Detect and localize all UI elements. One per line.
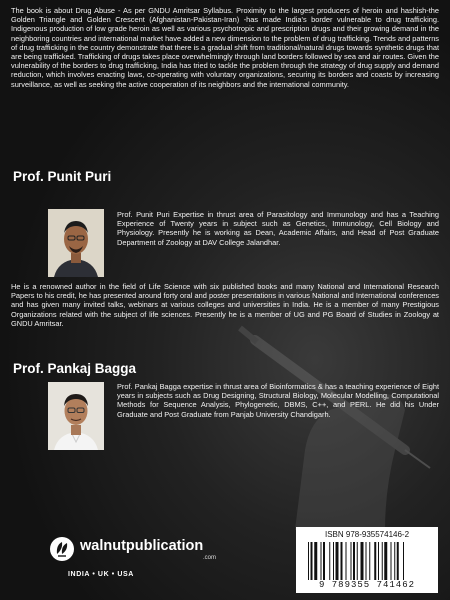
- barcode-stripe: [346, 542, 347, 580]
- barcode-stripe: [382, 542, 383, 580]
- barcode-stripe: [351, 542, 352, 580]
- barcode-stripe: [394, 542, 395, 580]
- publisher-domain-suffix: .com: [203, 555, 217, 561]
- barcode-stripe: [378, 542, 379, 580]
- barcode-stripe: [353, 542, 355, 580]
- walnut-leaf-icon: [50, 537, 74, 561]
- author1-bio-intro: Prof. Punit Puri Expertise in thrust area of Parasitology and Immunology and has a Teaching Experience of Twenty years in subject such as Genetics, Immunology, Cell Biology and Physiology. Presently he is working as Dean, Academic Affairs, and Head of Post Graduate Department of Zoology at DAV College Jalandhar.: [117, 210, 439, 247]
- author1-name: Prof. Punit Puri: [13, 169, 112, 184]
- barcode-stripe: [321, 542, 322, 580]
- author1-bio-details: He is a renowned author in the field of Life Science with six published books and many National and International Research Papers to his credit, he has presented around forty oral and poster presentations in various National and International conferences and has given many invited talks, webinars at various colleges and universities in India. He is a member of many Prestigious Organizations related with the subject of life sciences. Presently he is a member of UG and PG Board of Studies in Zoology at GNDU Amritsar.: [11, 282, 439, 328]
- barcode-stripe: [384, 542, 387, 580]
- barcode-stripe: [366, 542, 367, 580]
- barcode-stripe: [336, 542, 339, 580]
- author2-photo: [48, 382, 104, 450]
- barcode-bars: [306, 542, 430, 580]
- publisher-countries: INDIA • UK • USA: [68, 571, 134, 578]
- barcode-digits: 9 789355 741462: [318, 580, 415, 590]
- author1-photo: [48, 209, 104, 277]
- barcode-stripe: [311, 542, 313, 580]
- author2-name: Prof. Pankaj Bagga: [13, 361, 137, 376]
- barcode-stripe: [323, 542, 325, 580]
- barcode-stripe: [329, 542, 330, 580]
- barcode-stripe: [314, 542, 317, 580]
- barcode-stripe: [369, 542, 370, 580]
- barcode-stripe: [391, 542, 392, 580]
- barcode-stripe: [333, 542, 334, 580]
- barcode-stripe: [403, 542, 404, 580]
- barcode-stripe: [357, 542, 358, 580]
- author2-bio: Prof. Pankaj Bagga expertise in thrust area of Bioinformatics & has a teaching experience of Eight years in subjects such as Drug Designing, Structural Biology, Molecular Modelling, Computational Methods for Sequence Analysis, Phylogenetic, DBMS, C++, and PERL. He did his Under Graduate and Post Graduate from Panjab University Chandigarh.: [117, 382, 439, 419]
- publisher-name: walnutpublication: [80, 538, 204, 554]
- barcode-stripe: [308, 542, 309, 580]
- barcode-stripe: [341, 542, 343, 580]
- barcode-stripe: [374, 542, 376, 580]
- isbn-barcode: [296, 527, 438, 593]
- barcode-stripe: [397, 542, 399, 580]
- book-description: The book is about Drug Abuse - As per GNDU Amritsar Syllabus. Proximity to the largest producers of heroin and hashish-the Golden Triangle and Golden Crescent (Afghanistan-Pakistan-Iran) -has made India's border vulnerable to drug trafficking. Indigenous production of low grade heroin as well as various psychotropic and prescription drugs and their growing demand in the neighboring countries and international market have added a new dimension to the problem of drug trafficking. Trends and patterns of drug trafficking in the country demonstrate that there is a gradual shift from traditional/natural drugs towards synthetic drugs that are being trafficked. Trafficking of drugs takes place overwhelmingly through land borders followed by sea and air routes. Given the vulnerability of the borders to drug trafficking, India has tried to tackle the problem through the strategy of drug supply and demand reduction, which involves enacting laws, co-operating with voluntary organizations, securing its borders and coasts by increasing surveillance, as well as seeking the active cooperation of its neighbors and the international community.: [11, 6, 439, 89]
- barcode-stripe: [361, 542, 364, 580]
- isbn-label: ISBN 978-935574146-2: [324, 530, 410, 539]
